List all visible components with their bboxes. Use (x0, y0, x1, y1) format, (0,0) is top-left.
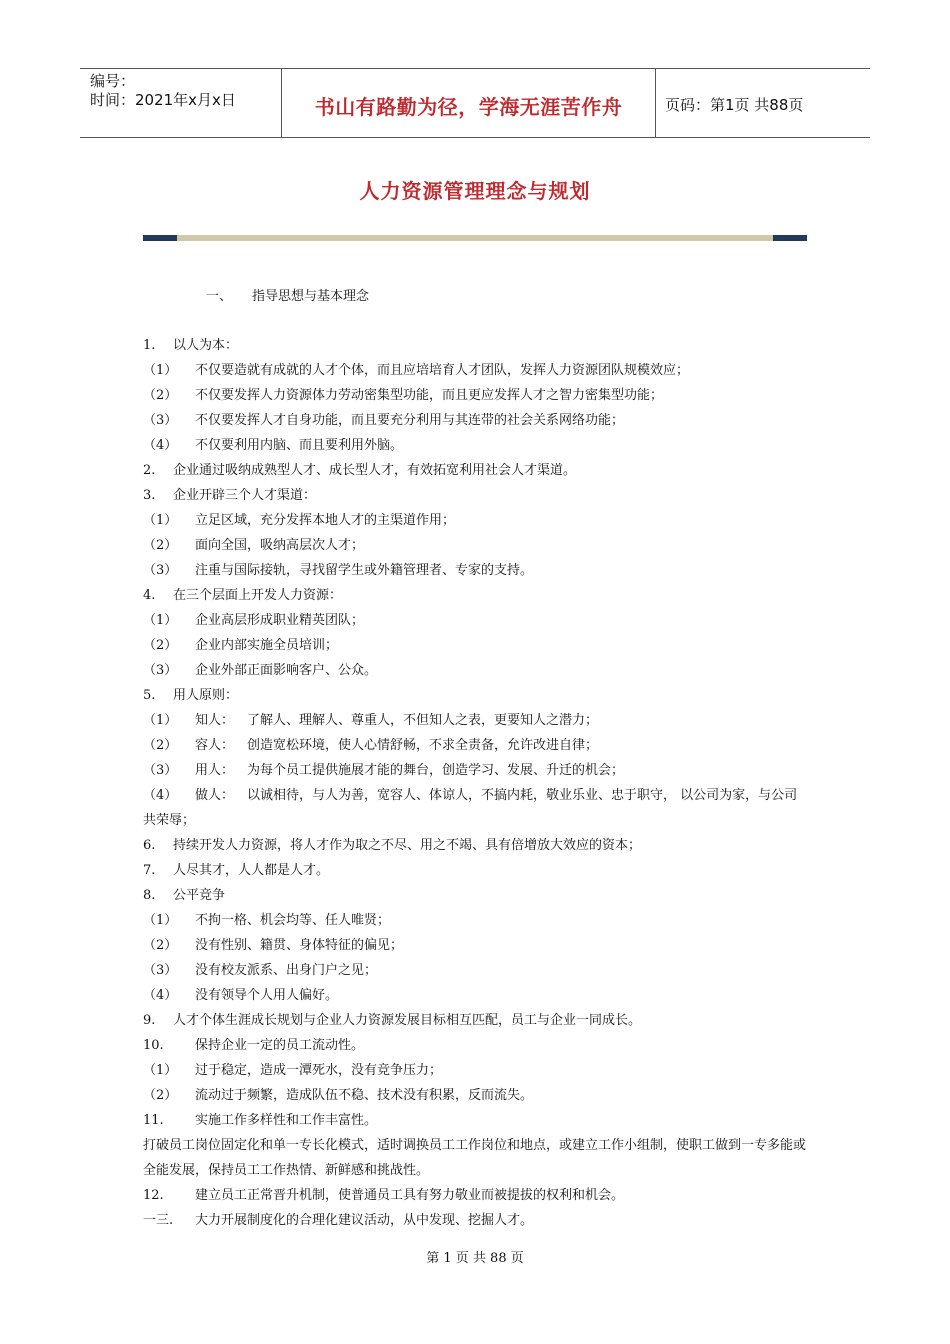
item-text: 了解人、理解人、尊重人，不但知人之表，更要知人之潜力； (247, 713, 599, 728)
item-number: 9. (143, 1013, 156, 1028)
rule-cap-left (143, 235, 177, 241)
item-text: 持续开发人力资源，将人才作为取之不尽、用之不竭、具有倍增放大效应的资本； (173, 838, 642, 853)
item-text: 大力开展制度化的合理化建议活动，从中发现、挖掘人才。 (195, 1213, 534, 1228)
header-meta (80, 69, 281, 137)
item-text: 人才个体生涯成长规划与企业人力资源发展目标相互匹配，员工与企业一同成长。 (173, 1013, 642, 1028)
list-item (143, 458, 808, 483)
list-item (143, 1008, 808, 1033)
header-motto-cell (281, 69, 656, 137)
header-page-cell (655, 69, 870, 137)
item-text: 人尽其才，人人都是人才。 (173, 863, 330, 878)
item-number: （3） (143, 763, 178, 778)
list-item (143, 383, 808, 408)
item-number: （4） (143, 788, 178, 803)
item-number: （4） (143, 988, 178, 1003)
item-text: 注重与国际接轨，寻找留学生或外籍管理者、专家的支持。 (195, 563, 534, 578)
document-body (143, 333, 808, 1233)
item-text: 没有领导个人用人偏好。 (195, 988, 339, 1003)
item-text: 以人为本： (173, 338, 239, 353)
list-item (143, 733, 808, 758)
item-number: 一三. (143, 1213, 174, 1228)
list-item (143, 933, 808, 958)
section-number: 一、 (206, 289, 233, 304)
item-text: 面向全国，吸纳高层次人才； (195, 538, 365, 553)
list-item (143, 758, 808, 783)
list-item (143, 633, 808, 658)
item-text: 实施工作多样性和工作丰富性。 (195, 1113, 378, 1128)
item-text: 建立员工正常晋升机制，使普通员工具有努力敬业而被提拔的权利和机会。 (195, 1188, 625, 1203)
item-number: 7. (143, 863, 156, 878)
list-item (143, 833, 808, 858)
item-number: （2） (143, 738, 178, 753)
item-text: 不仅要造就有成就的人才个体，而且应培培育人才团队，发挥人力资源团队规模效应； (195, 363, 690, 378)
item-number: （1） (143, 713, 178, 728)
item-number: （2） (143, 388, 178, 403)
list-item (143, 1033, 808, 1058)
item-number: 5. (143, 688, 156, 703)
item-number: （3） (143, 413, 178, 428)
item-number: （1） (143, 613, 178, 628)
list-item (143, 558, 808, 583)
page-info: 页码：第1页 共88页 (665, 96, 804, 114)
list-item (143, 1183, 808, 1208)
list-item (143, 983, 808, 1008)
list-item (143, 1083, 808, 1108)
item-number: （1） (143, 513, 178, 528)
item-text: 打破员工岗位固定化和单一专长化模式，适时调换员工工作岗位和地点，或建立工作小组制，使职工做到一专多能或全能发展，保持员工工作热情、新鲜感和挑战性。 (143, 1138, 807, 1178)
list-item (143, 683, 808, 708)
item-text: 流动过于频繁，造成队伍不稳、技术没有积累，反而流失。 (195, 1088, 534, 1103)
item-text: 不拘一格、机会均等、任人唯贤； (195, 913, 391, 928)
list-item (143, 858, 808, 883)
item-text: 创造宽松环境，使人心情舒畅，不求全责备，允许改进自律； (247, 738, 599, 753)
list-item (143, 333, 808, 358)
time-label: 时间：2021年x月x日 (90, 91, 236, 109)
item-number: （4） (143, 438, 178, 453)
list-item (143, 658, 808, 683)
document-title: 人力资源管理理念与规划 (359, 179, 591, 203)
item-text: 过于稳定，造成一潭死水，没有竞争压力； (195, 1063, 443, 1078)
list-item (143, 708, 808, 733)
item-number: 11. (143, 1113, 164, 1128)
item-text: 企业通过吸纳成熟型人才、成长型人才，有效拓宽利用社会人才渠道。 (173, 463, 577, 478)
item-text: 立足区域，充分发挥本地人才的主渠道作用； (195, 513, 456, 528)
item-keyword: 知人： (195, 713, 235, 728)
item-number: 6. (143, 838, 156, 853)
item-number: （2） (143, 538, 178, 553)
item-keyword: 做人： (195, 788, 235, 803)
serial-label: 编号： (90, 72, 136, 90)
item-keyword: 用人： (195, 763, 235, 778)
list-item (143, 1108, 808, 1133)
section-heading (206, 285, 369, 304)
item-number: 2. (143, 463, 156, 478)
item-text: 企业内部实施全员培训； (195, 638, 339, 653)
list-item (143, 408, 808, 433)
item-text: 不仅要利用内脑、而且要利用外脑。 (195, 438, 404, 453)
list-item (143, 958, 808, 983)
list-item (143, 608, 808, 633)
rule-cap-right (773, 235, 807, 241)
page-header (80, 68, 870, 138)
item-number: （1） (143, 1063, 178, 1078)
list-item (143, 433, 808, 458)
item-text: 在三个层面上开发人力资源： (173, 588, 343, 603)
list-item (143, 583, 808, 608)
item-text: 为每个员工提供施展才能的舞台，创造学习、发展、升迁的机会； (247, 763, 625, 778)
item-number: 3. (143, 488, 156, 503)
list-item (143, 783, 808, 833)
list-item (143, 908, 808, 933)
page-footer: 第 1 页 共 88 页 (426, 1251, 524, 1266)
item-number: （1） (143, 913, 178, 928)
section-title: 指导思想与基本理念 (252, 289, 370, 304)
item-text: 企业开辟三个人才渠道： (173, 488, 317, 503)
item-number: （2） (143, 938, 178, 953)
item-number: 12. (143, 1188, 164, 1203)
list-item (143, 508, 808, 533)
item-number: 10. (143, 1038, 164, 1053)
item-number: （2） (143, 1088, 178, 1103)
item-number: （2） (143, 638, 178, 653)
item-text: 没有校友派系、出身门户之见； (195, 963, 378, 978)
list-item (143, 533, 808, 558)
item-text: 公平竞争 (173, 888, 226, 903)
item-number: （3） (143, 963, 178, 978)
list-item (143, 483, 808, 508)
motto: 书山有路勤为径，学海无涯苦作舟 (314, 95, 623, 119)
item-number: （1） (143, 363, 178, 378)
item-text: 企业高层形成职业精英团队； (195, 613, 365, 628)
item-keyword: 容人： (195, 738, 235, 753)
item-number: （3） (143, 563, 178, 578)
item-number: （3） (143, 663, 178, 678)
list-item (143, 1133, 808, 1183)
list-item (143, 883, 808, 908)
item-number: 4. (143, 588, 156, 603)
item-text: 不仅要发挥人才自身功能，而且要充分利用与其连带的社会关系网络功能； (195, 413, 625, 428)
item-text: 用人原则： (173, 688, 239, 703)
item-text: 企业外部正面影响客户、公众。 (195, 663, 378, 678)
item-text: 不仅要发挥人力资源体力劳动密集型功能，而且更应发挥人才之智力密集型功能； (195, 388, 664, 403)
list-item (143, 1208, 808, 1233)
item-number: 8. (143, 888, 156, 903)
item-number: 1. (143, 338, 156, 353)
list-item (143, 358, 808, 383)
list-item (143, 1058, 808, 1083)
item-text: 以诚相待，与人为善，宽容人、体谅人，不搞内耗，敬业乐业、忠于职守， 以公司为家，与公司共荣辱； (143, 788, 798, 828)
item-text: 保持企业一定的员工流动性。 (195, 1038, 365, 1053)
item-text: 没有性别、籍贯、身体特征的偏见； (195, 938, 404, 953)
title-rule (143, 235, 807, 241)
